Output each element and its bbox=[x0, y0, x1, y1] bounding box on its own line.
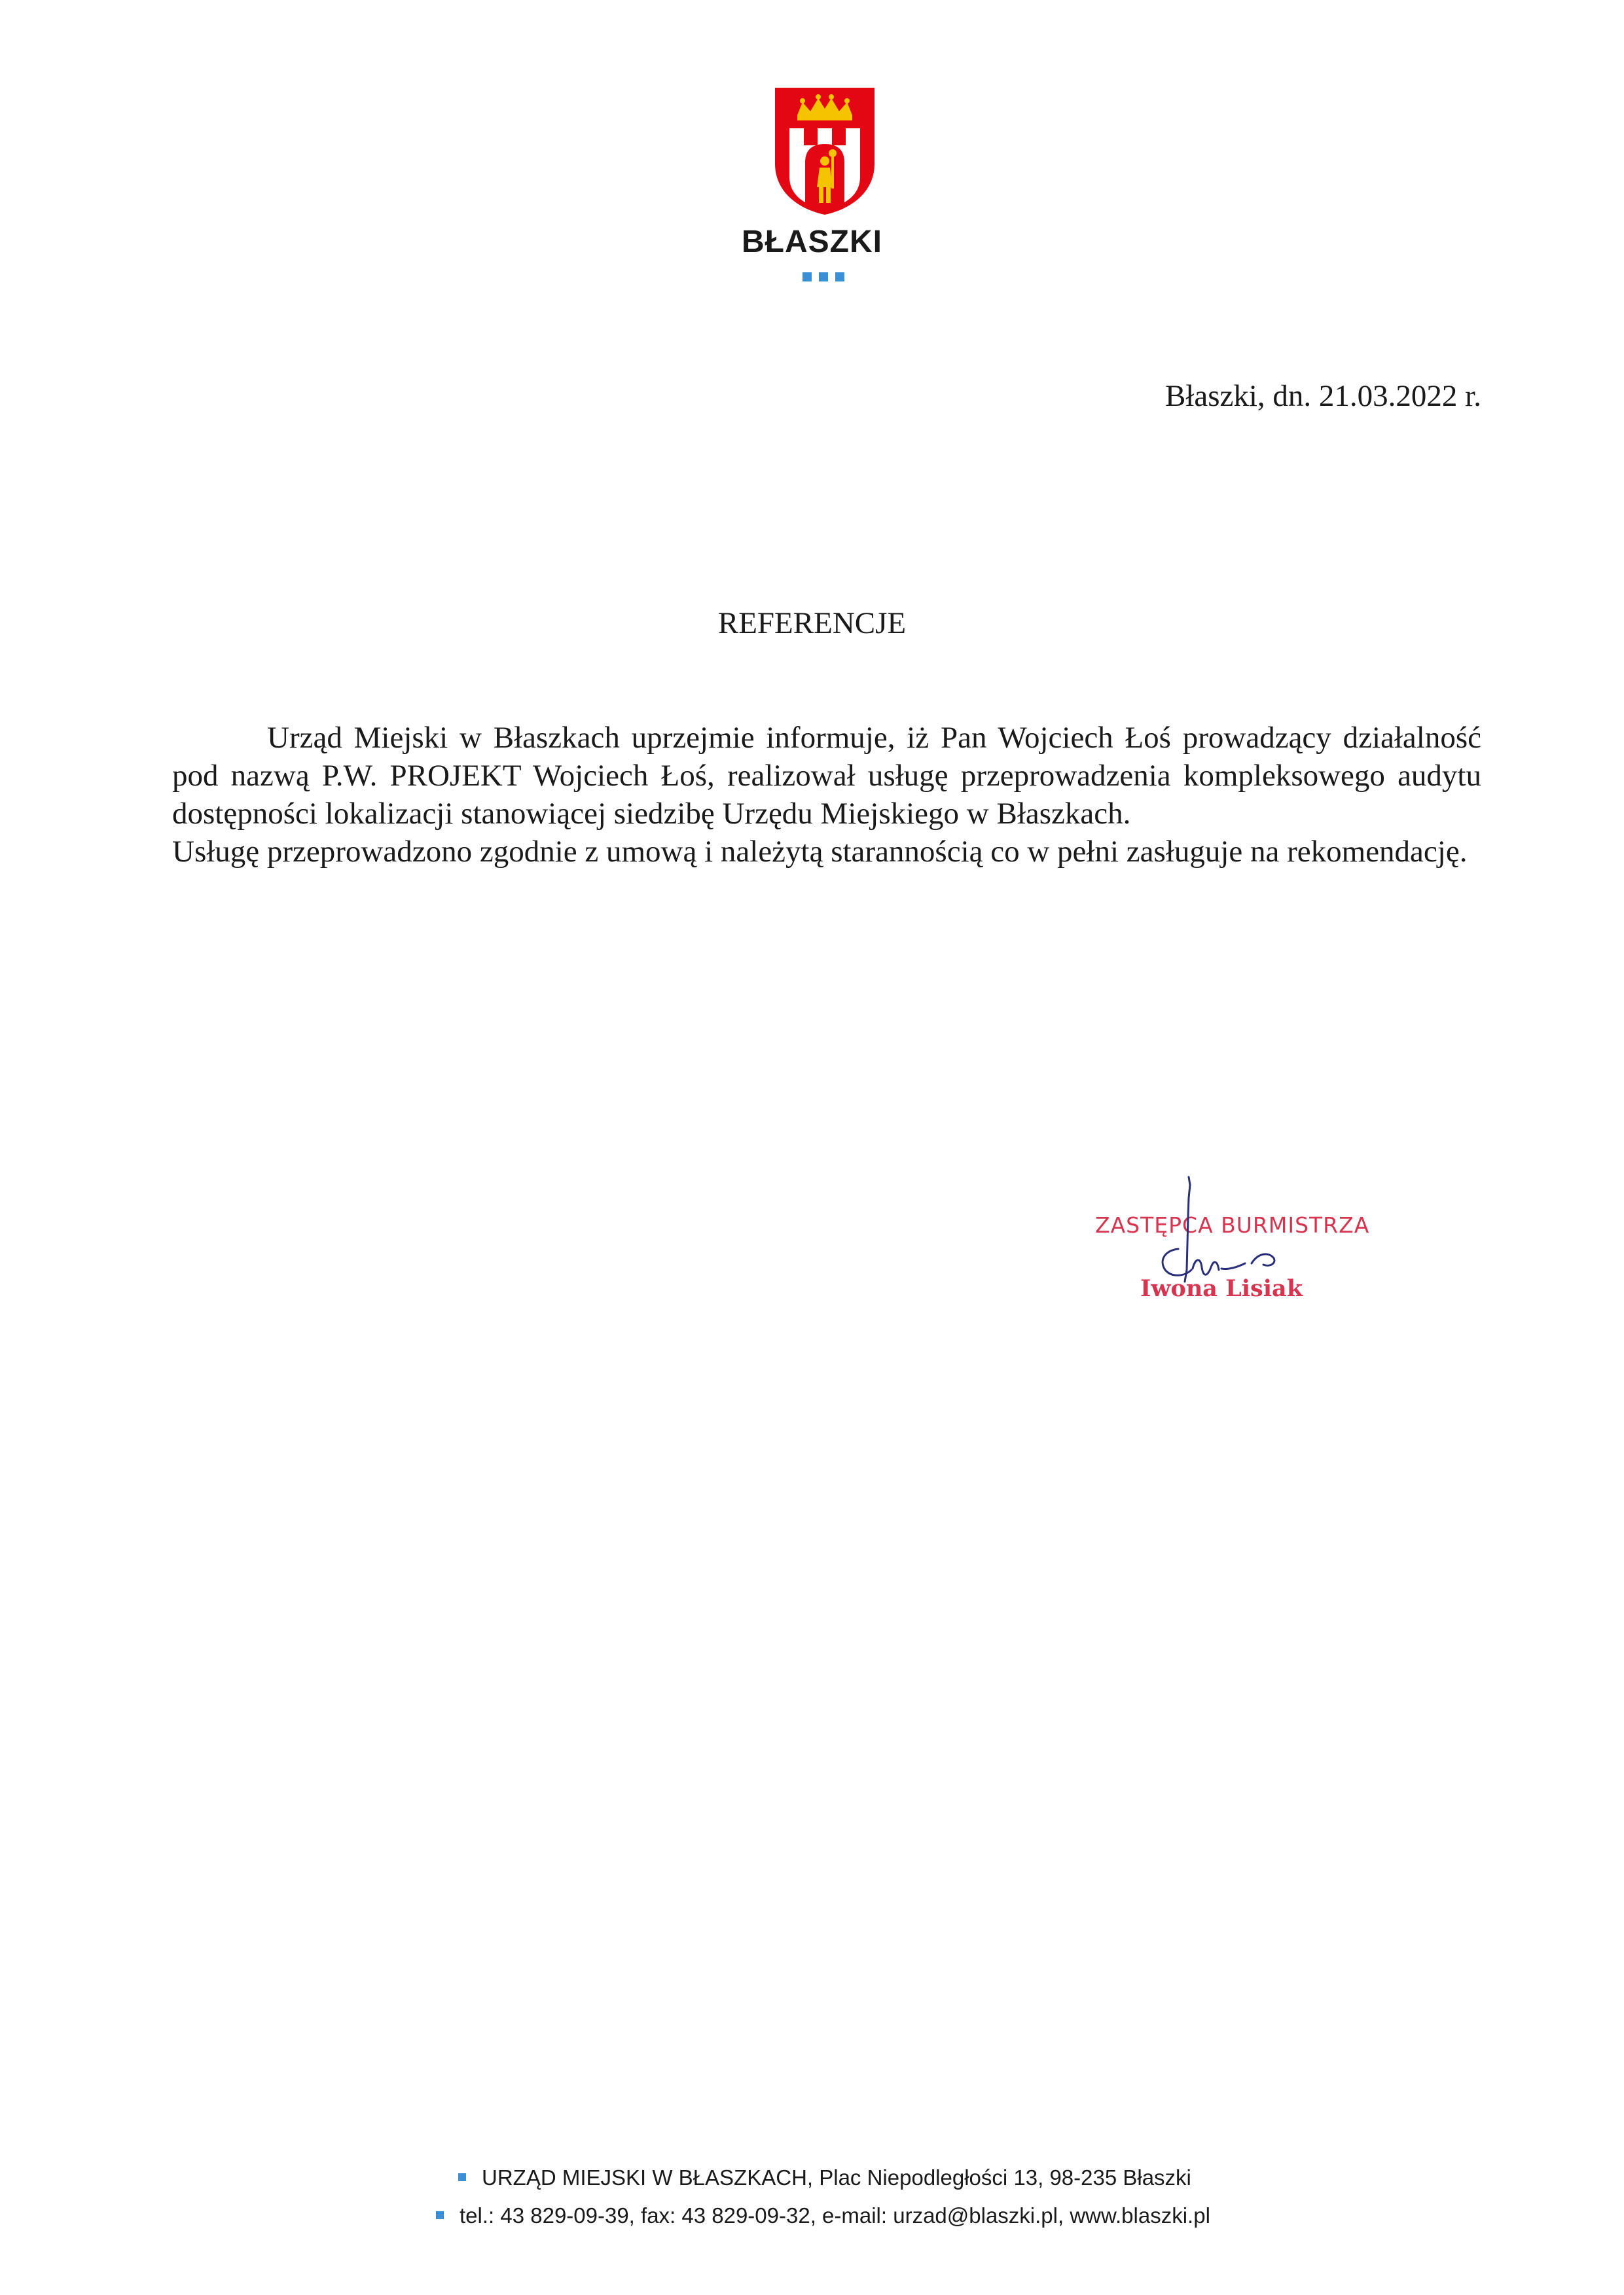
letter-title: REFERENCJE bbox=[717, 606, 907, 640]
footer-bullet-icon bbox=[436, 2211, 444, 2219]
stamp-role: ZASTĘPCA BURMISTRZA bbox=[1095, 1212, 1370, 1238]
letter-date: Błaszki, dn. 21.03.2022 r. bbox=[1164, 379, 1481, 413]
footer-bullet-icon bbox=[458, 2173, 466, 2181]
footer-contact-text: tel.: 43 829-09-39, fax: 43 829-09-32, e-mail: urzad@blaszki.pl, www.blaszki.pl bbox=[460, 2203, 1210, 2228]
handwritten-signature bbox=[1080, 1172, 1381, 1316]
letter-paragraph: Urząd Miejski w Błaszkach uprzejmie informuje, iż Pan Wojciech Łoś prowadzący działalność pod nazwą P.W. PROJEKT Wojciech Łoś, realizował usługę przeprowadzenia kompleksowego audytu dostępności lokalizacji stanowiącej siedzibę Urzędu Miejskiego w Błaszkach. bbox=[172, 721, 1481, 831]
letter-body bbox=[172, 719, 1481, 871]
blaszki-coat-of-arms-icon bbox=[772, 85, 877, 216]
footer-contact bbox=[436, 2203, 1210, 2228]
letter-paragraph: Usługę przeprowadzono zgodnie z umową i należytą starannością co w pełni zasługuje na rekomendację. bbox=[172, 835, 1468, 869]
brand-dots-decoration bbox=[803, 272, 844, 281]
official-stamp bbox=[1080, 1172, 1381, 1316]
brand-name: BŁASZKI bbox=[742, 225, 882, 259]
footer-address bbox=[458, 2165, 1191, 2190]
footer-address-text: URZĄD MIEJSKI W BŁASZKACH, Plac Niepodległości 13, 98-235 Błaszki bbox=[482, 2165, 1191, 2190]
stamp-name: Iwona Lisiak bbox=[1140, 1275, 1303, 1302]
